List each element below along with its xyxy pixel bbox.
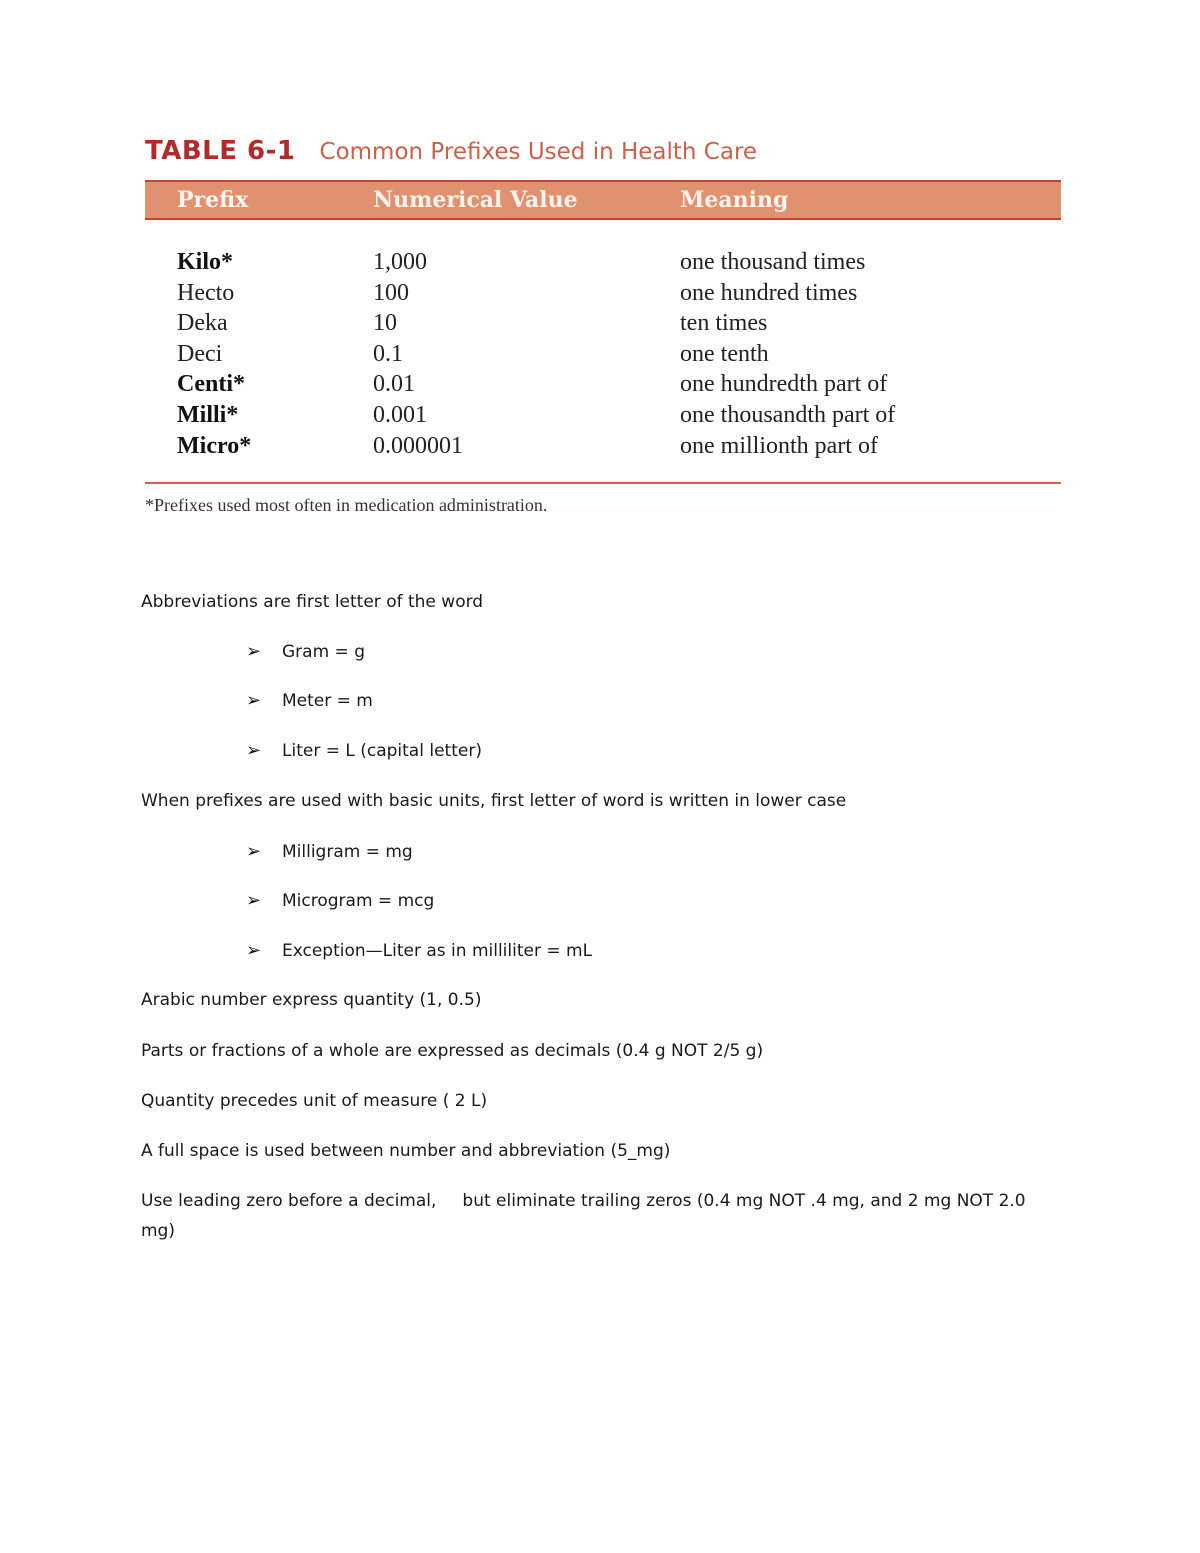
table-caption: Common Prefixes Used in Health Care <box>319 139 758 165</box>
list-item-text: Milligram = mg <box>282 842 413 862</box>
meaning-cell: one thousandth part of <box>680 402 896 428</box>
value-cell: 100 <box>373 280 409 306</box>
prefix-cell: Centi* <box>177 371 245 397</box>
table-header <box>145 182 1061 220</box>
table-row <box>145 371 1061 401</box>
prefix-cell: Deka <box>177 310 228 336</box>
rule-space: A full space is used between number and abbreviation (5_mg) <box>141 1141 671 1161</box>
table-title <box>145 136 757 172</box>
prefix-cell: Micro* <box>177 433 252 459</box>
table-footnote: *Prefixes used most often in medication administration. <box>145 495 548 515</box>
rule-quantity: Quantity precedes unit of measure ( 2 L) <box>141 1091 488 1111</box>
table-row <box>145 341 1061 371</box>
table-row <box>145 433 1061 463</box>
prefix-cell: Milli* <box>177 402 239 428</box>
table-row <box>145 249 1061 279</box>
prefix-intro: When prefixes are used with basic units, first letter of word is written in lower case <box>141 791 847 811</box>
list-item-text: Microgram = mcg <box>282 891 435 911</box>
arrow-bullet-icon: ➢ <box>246 690 262 711</box>
value-cell: 0.000001 <box>373 433 463 459</box>
list-item-text: Liter = L (capital letter) <box>282 741 482 761</box>
rule-zero-part2: but eliminate trailing zeros (0.4 mg NOT .4 mg, and 2 mg NOT 2.0 <box>462 1191 1026 1211</box>
arrow-bullet-icon: ➢ <box>246 740 262 761</box>
meaning-cell: one millionth part of <box>680 433 878 459</box>
value-cell: 0.01 <box>373 371 415 397</box>
meaning-cell: one thousand times <box>680 249 866 275</box>
list-item-text: Meter = m <box>282 691 373 711</box>
table-row <box>145 402 1061 432</box>
arrow-bullet-icon: ➢ <box>246 841 262 862</box>
rule-zero <box>141 1191 1026 1211</box>
header-prefix: Prefix <box>177 187 249 213</box>
table-row <box>145 280 1061 310</box>
arrow-bullet-icon: ➢ <box>246 641 262 662</box>
prefix-cell: Deci <box>177 341 223 367</box>
value-cell: 0.001 <box>373 402 427 428</box>
meaning-cell: one hundredth part of <box>680 371 888 397</box>
table-number: TABLE 6-1 <box>145 136 296 166</box>
arrow-bullet-icon: ➢ <box>246 890 262 911</box>
table-row <box>145 310 1061 340</box>
table-bottom-rule <box>145 482 1061 484</box>
rule-zero-part1: Use leading zero before a decimal, <box>141 1191 437 1211</box>
value-cell: 0.1 <box>373 341 403 367</box>
abbrev-intro: Abbreviations are first letter of the word <box>141 592 484 612</box>
meaning-cell: one tenth <box>680 341 769 367</box>
list-item-text: Gram = g <box>282 642 365 662</box>
list-item-text: Exception—Liter as in milliliter = mL <box>282 941 593 961</box>
rule-arabic: Arabic number express quantity (1, 0.5) <box>141 990 482 1010</box>
arrow-bullet-icon: ➢ <box>246 940 262 961</box>
prefix-cell: Hecto <box>177 280 235 306</box>
rule-zero-continued: mg) <box>141 1221 175 1241</box>
header-numerical-value: Numerical Value <box>373 187 578 213</box>
value-cell: 1,000 <box>373 249 427 275</box>
header-meaning: Meaning <box>680 187 789 213</box>
rule-fractions: Parts or fractions of a whole are expressed as decimals (0.4 g NOT 2/5 g) <box>141 1041 764 1061</box>
value-cell: 10 <box>373 310 397 336</box>
prefix-cell: Kilo* <box>177 249 234 275</box>
meaning-cell: one hundred times <box>680 280 858 306</box>
meaning-cell: ten times <box>680 310 768 336</box>
